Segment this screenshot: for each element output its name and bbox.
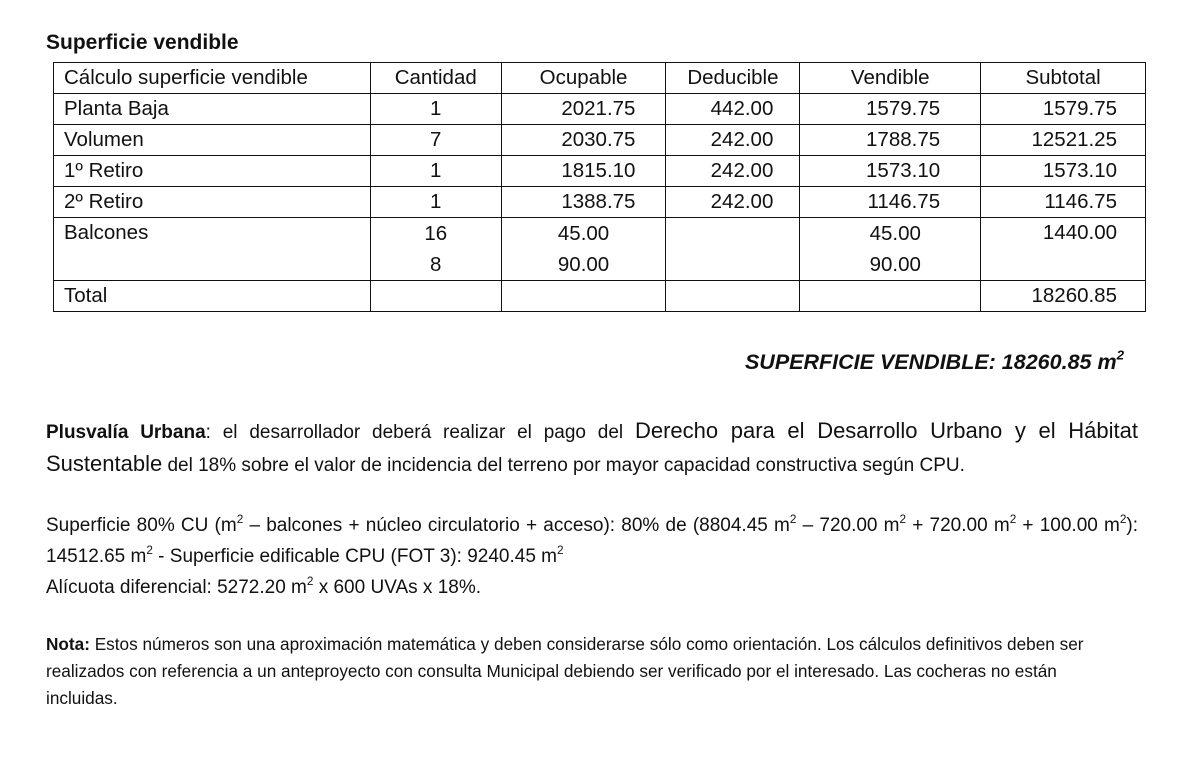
ocupable-cell (501, 281, 666, 312)
alicuota-line (46, 572, 1138, 603)
cantidad-cell: 1 (370, 156, 501, 187)
cantidad-cell: 1 (370, 94, 501, 125)
row-label: Volumen (54, 125, 371, 156)
deducible-cell (666, 281, 800, 312)
cantidad-value: 16 (424, 222, 448, 245)
deducible-cell (666, 218, 800, 281)
deducible-cell: 242.00 (666, 125, 800, 156)
ocupable-cell: 2021.75 (501, 94, 666, 125)
calc-text: + 720.00 m (906, 515, 1010, 536)
column-header: Cantidad (370, 63, 501, 94)
plusvalia-derecho: Derecho para el Desarrollo Urbano y el Hábitat Sustentable (46, 418, 1138, 476)
unit-superscript: 2 (789, 512, 797, 526)
unit-superscript: 2 (146, 543, 153, 557)
table-row (54, 94, 1146, 125)
ocupable-cell: 2030.75 (501, 125, 666, 156)
summary-text: SUPERFICIE VENDIBLE: 18260.85 m (744, 350, 1117, 374)
cantidad-value: 8 (430, 253, 442, 276)
cantidad-cell (370, 281, 501, 312)
ocupable-cell (501, 218, 666, 281)
unit-superscript: 2 (1009, 512, 1017, 526)
nota-label: Nota: (46, 634, 90, 654)
unit-superscript: 2 (557, 543, 564, 557)
deducible-cell: 442.00 (666, 94, 800, 125)
ocupable-value: 90.00 (557, 253, 610, 276)
vendible-cell: 1579.75 (800, 94, 981, 125)
superficie-table (53, 62, 1146, 312)
unit-superscript: 2 (1116, 347, 1124, 363)
vendible-value: 45.00 (869, 222, 921, 245)
cantidad-cell: 7 (370, 125, 501, 156)
ocupable-value: 45.00 (557, 222, 610, 245)
subtotal-cell: 1579.75 (981, 94, 1146, 125)
vendible-cell: 1146.75 (800, 187, 981, 218)
table-row (54, 125, 1146, 156)
superficie-vendible-total (744, 347, 1124, 375)
ocupable-cell: 1815.10 (501, 156, 666, 187)
unit-superscript: 2 (236, 512, 244, 526)
row-label: 2º Retiro (54, 187, 371, 218)
plusvalia-title: Plusvalía Urbana (46, 422, 206, 443)
nota-paragraph (46, 631, 1126, 712)
column-header: Cálculo superficie vendible (54, 63, 371, 94)
row-label: Balcones (54, 218, 371, 281)
calc-text: – balcones + núcleo circulatorio + acceso): 80% de (8804.45 m (243, 515, 790, 536)
subtotal-cell: 12521.25 (981, 125, 1146, 156)
row-label: Total (54, 281, 371, 312)
column-header: Ocupable (501, 63, 666, 94)
column-header: Subtotal (981, 63, 1146, 94)
row-label: Planta Baja (54, 94, 371, 125)
unit-superscript: 2 (306, 574, 314, 588)
calc-text: ): 14512.65 m (46, 515, 1139, 567)
column-header: Vendible (800, 63, 981, 94)
calc-text: - Superficie edificable CPU (FOT 3): 9240.45 m (152, 546, 557, 567)
cantidad-cell: 1 (370, 187, 501, 218)
cantidad-cell (370, 218, 501, 281)
ocupable-cell: 1388.75 (501, 187, 666, 218)
deducible-cell: 242.00 (666, 156, 800, 187)
vendible-cell (800, 218, 981, 281)
alicuota-text: x 600 UVAs x 18%. (313, 577, 481, 598)
subtotal-cell: 1440.00 (981, 218, 1146, 281)
plusvalia-text: : el desarrollador deberá realizar el pago del (205, 422, 635, 443)
plusvalia-paragraph (46, 415, 1138, 481)
unit-superscript: 2 (1119, 512, 1127, 526)
vendible-cell: 1788.75 (800, 125, 981, 156)
vendible-value: 90.00 (869, 253, 921, 276)
vendible-cell (800, 281, 981, 312)
calc-text: Superficie 80% CU (m (46, 515, 237, 536)
column-header: Deducible (666, 63, 800, 94)
vendible-cell: 1573.10 (800, 156, 981, 187)
subtotal-cell: 1146.75 (981, 187, 1146, 218)
nota-text: Estos números son una aproximación matemática y deben considerarse sólo como orientación. Los cálculos definitivos deben ser realizados con referencia a un anteproyecto con consulta Municipal debiendo ser verificado por el interesado. Las cocheras no están incluidas. (46, 634, 1084, 708)
plusvalia-text: del 18% sobre el valor de incidencia del terreno por mayor capacidad constructiva según CPU. (162, 455, 965, 476)
superficie-calculation (46, 510, 1138, 572)
table-row-total (54, 281, 1146, 312)
table-header-row (54, 63, 1146, 94)
section-title: Superficie vendible (46, 31, 239, 54)
table-row (54, 187, 1146, 218)
calc-text: + 100.00 m (1016, 515, 1120, 536)
subtotal-cell: 1573.10 (981, 156, 1146, 187)
deducible-cell: 242.00 (666, 187, 800, 218)
table-row (54, 156, 1146, 187)
unit-superscript: 2 (899, 512, 907, 526)
table-row-balcones (54, 218, 1146, 281)
calc-text: – 720.00 m (796, 515, 900, 536)
total-value: 18260.85 (981, 281, 1146, 312)
row-label: 1º Retiro (54, 156, 371, 187)
alicuota-text: Alícuota diferencial: 5272.20 m (46, 577, 307, 598)
